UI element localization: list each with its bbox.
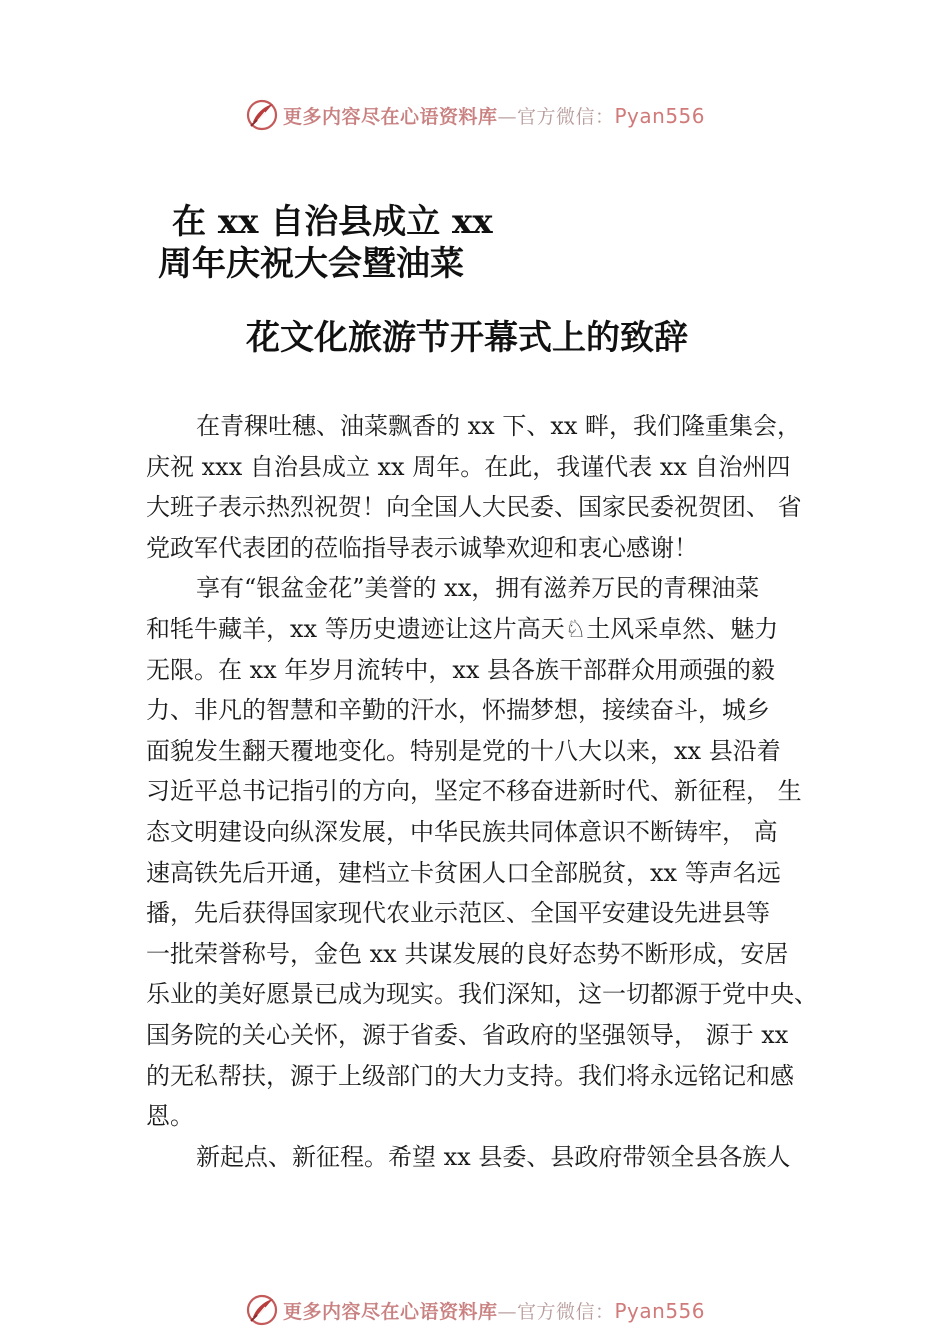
body-line: 播，先后获得国家现代农业示范区、全国平安建设先进县等	[146, 899, 770, 928]
document-title-line-2: 周年庆祝大会暨油菜	[158, 244, 464, 284]
body-line: 在青稞吐穗、油菜飘香的 xx 下、xx 畔，我们隆重集会，	[196, 412, 802, 440]
watermark-brand: 更多内容尽在心语资料库	[282, 1300, 498, 1323]
body-line: 恩。	[146, 1102, 194, 1131]
body-line: 党政军代表团的莅临指导表示诚挚欢迎和衷心感谢！	[146, 533, 698, 562]
body-line: 和牦牛藏羊，xx 等历史遗迹让这片高天♘土风采卓然、魅力	[146, 614, 779, 643]
body-line: 庆祝 xxx 自治县成立 xx 周年。在此，我谨代表 xx 自治州四	[146, 452, 791, 481]
watermark-wechat-id: Pyan556	[614, 103, 706, 128]
watermark-header	[0, 95, 950, 135]
body-line: 态文明建设向纵深发展，中华民族共同体意识不断铸牢， 高	[146, 817, 778, 846]
watermark-dash: —	[497, 105, 517, 128]
body-line: 的无私帮扶，源于上级部门的大力支持。我们将永远铭记和感	[146, 1061, 794, 1090]
body-line: 一批荣誉称号，金色 xx 共谋发展的良好态势不断形成，安居	[146, 939, 789, 968]
watermark-footer	[0, 1290, 950, 1330]
quill-logo-icon	[245, 1293, 279, 1327]
watermark-label: 官方微信：	[516, 105, 615, 128]
body-line: 力、非凡的智慧和辛勤的汗水，怀揣梦想，接续奋斗，城乡	[146, 696, 770, 725]
body-line: 速高铁先后开通，建档立卡贫困人口全部脱贫，xx 等声名远	[146, 858, 781, 887]
body-line: 面貌发生翻天覆地变化。特别是党的十八大以来，xx 县沿着	[146, 736, 781, 765]
watermark-label: 官方微信：	[516, 1300, 615, 1323]
body-line: 享有“银盆金花”美誉的 xx，拥有滋养万民的青稞油菜	[196, 574, 760, 603]
watermark-brand: 更多内容尽在心语资料库	[282, 105, 498, 128]
body-line: 大班子表示热烈祝贺！向全国人大民委、国家民委祝贺团、 省	[146, 493, 802, 522]
body-line: 习近平总书记指引的方向，坚定不移奋进新时代、新征程， 生	[146, 777, 802, 806]
quill-logo-icon	[245, 98, 279, 132]
document-title-line-1: 在 xx 自治县成立 xx	[172, 202, 493, 242]
speech-body	[146, 406, 836, 1177]
body-line: 无限。在 xx 年岁月流转中，xx 县各族干部群众用顽强的毅	[146, 655, 776, 684]
body-line: 新起点、新征程。希望 xx 县委、县政府带领全县各族人	[196, 1142, 791, 1171]
watermark-dash: —	[497, 1300, 517, 1323]
document-title-line-3: 花文化旅游节开幕式上的致辞	[246, 318, 688, 358]
watermark-wechat-id: Pyan556	[614, 1298, 706, 1323]
body-line: 国务院的关心关怀，源于省委、省政府的坚强领导， 源于 xx	[146, 1020, 789, 1049]
body-line: 乐业的美好愿景已成为现实。我们深知，这一切都源于党中央、	[146, 980, 818, 1009]
